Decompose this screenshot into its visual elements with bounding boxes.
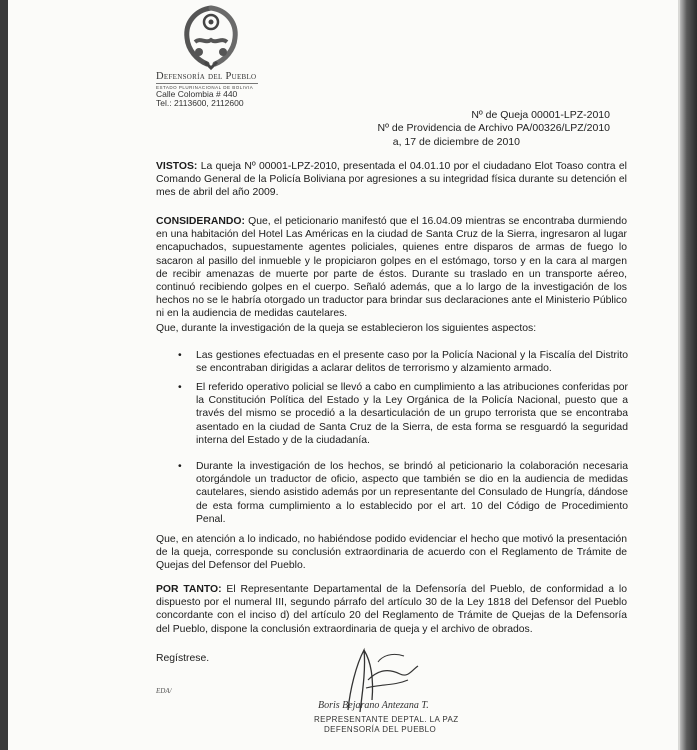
registrese-text: Regístrese. — [156, 653, 210, 664]
providencia-number: Nº de Providencia de Archivo PA/00326/LPZ/2010 — [377, 122, 610, 134]
vistos-text: La queja Nº 00001-LPZ-2010, presentada el 04.01.10 por el ciudadano Elot Toaso contra el Comando General de la Policía Boliviana por agresiones a su integridad física durante su detención el mes de abril del año 2009. — [156, 161, 627, 199]
typist-initials: EDA/ — [156, 687, 172, 695]
portanto-text: El Representante Departamental de la Defensoría del Pueblo, de conformidad a lo dispuesto por el numeral III, segundo párrafo del artículo 30 de la Ley 1818 del Defensor del Pueblo concordante con el inciso d) del artículo 20 del Reglamento de Trámite de Quejas de la Defensoría del Pueblo, dispone la conclusión extraordinaria de queja y el archivo de obrados. — [156, 584, 627, 635]
signer-office: DEFENSORÍA DEL PUEBLO — [324, 725, 437, 734]
queja-number: Nº de Queja 00001-LPZ-2010 — [471, 109, 610, 121]
institution-phone: Tel.: 2113600, 2112600 — [156, 98, 244, 108]
viewer-edge — [680, 0, 697, 750]
vistos-label: VISTOS: — [156, 161, 198, 172]
considerando-label: CONSIDERANDO: — [156, 216, 245, 227]
aspect-item: • Las gestiones efectuadas en el presente caso por la Policía Nacional y la Fiscalía del Distrito se encontraban dirigidas a aclarar delitos de terrorismo y alzamiento armado. — [176, 349, 628, 375]
considerando-paragraph — [156, 215, 627, 321]
conclusion-paragraph: Que, en atención a lo indicado, no habiéndose podido evidenciar el hecho que motivó la presentación de la queja, corresponde su conclusión extraordinaria de acuerdo con el Reglamento de Trámite de Quejas del Defensor del Pueblo. — [156, 534, 627, 572]
aspects-list — [176, 460, 628, 526]
aspect-item: • El referido operativo policial se llevó a cabo en cumplimiento a las atribuciones conferidas por la Constitución Política del Estado y la Ley Orgánica de la Policía Nacional, puesto que a través del mismo se procedió a la desarticulación de un grupo terrorista que se encontraba asentado en la ciudad de Santa Cruz de la Sierra, de esta forma se resguardó la seguridad interna del Estado y de la ciudadanía. — [176, 381, 628, 447]
aspects-list — [176, 381, 628, 447]
defensoria-emblem-icon — [171, 4, 251, 72]
portanto-paragraph — [156, 583, 627, 636]
institution-name: Defensoría del Pueblo — [156, 71, 257, 82]
considerando-text: Que, el peticionario manifestó que el 16.04.09 mientras se encontraba durmiendo en una habitación del Hotel Las Américas en la ciudad de Santa Cruz de la Sierra, ingresaron al lugar encapuchados, supuestamente agentes policiales, quienes entre disparos de armas de fuego lo sacaron al pasillo del inmueble y le propiciaron golpes en el estómago, torso y en la cara al margen de recibir amenazas de muerte por parte de éstos. Durante su traslado en un transporte aéreo, continuó recibiendo golpes en el cuerpo. Señaló además, que a lo largo de la investigación de los hechos no se le habría otorgado un traductor para brindar sus declaraciones ante el Ministerio Público ni en la audiencia de medidas cautelares. — [156, 216, 627, 320]
document-page — [8, 0, 680, 750]
aspects-list — [176, 349, 628, 375]
aspect-item: • Durante la investigación de los hechos, se brindó al peticionario la colaboración necesaria otorgándole un traductor de oficio, aspecto que también se dio en la audiencia de medidas cautelares, siendo asistido además por un representante del Consulado de Hungría, dándose de esta forma cumplimiento a lo establecido por el art. 10 del Código de Procedimiento Penal. — [176, 460, 628, 526]
institution-address: Calle Colombia # 440 — [156, 89, 238, 99]
signer-title: REPRESENTANTE DEPTAL. LA PAZ — [314, 715, 459, 724]
portanto-label: POR TANTO: — [156, 584, 222, 595]
aspects-intro: Que, durante la investigación de la queja se establecieron los siguientes aspectos: — [156, 323, 537, 334]
signer-name: Boris Bejarano Antezana T. — [318, 700, 429, 711]
institution-subtitle: ESTADO PLURINACIONAL DE BOLIVIA — [156, 83, 258, 90]
document-date: a, 17 de diciembre de 2010 — [392, 136, 520, 148]
vistos-paragraph — [156, 160, 627, 200]
